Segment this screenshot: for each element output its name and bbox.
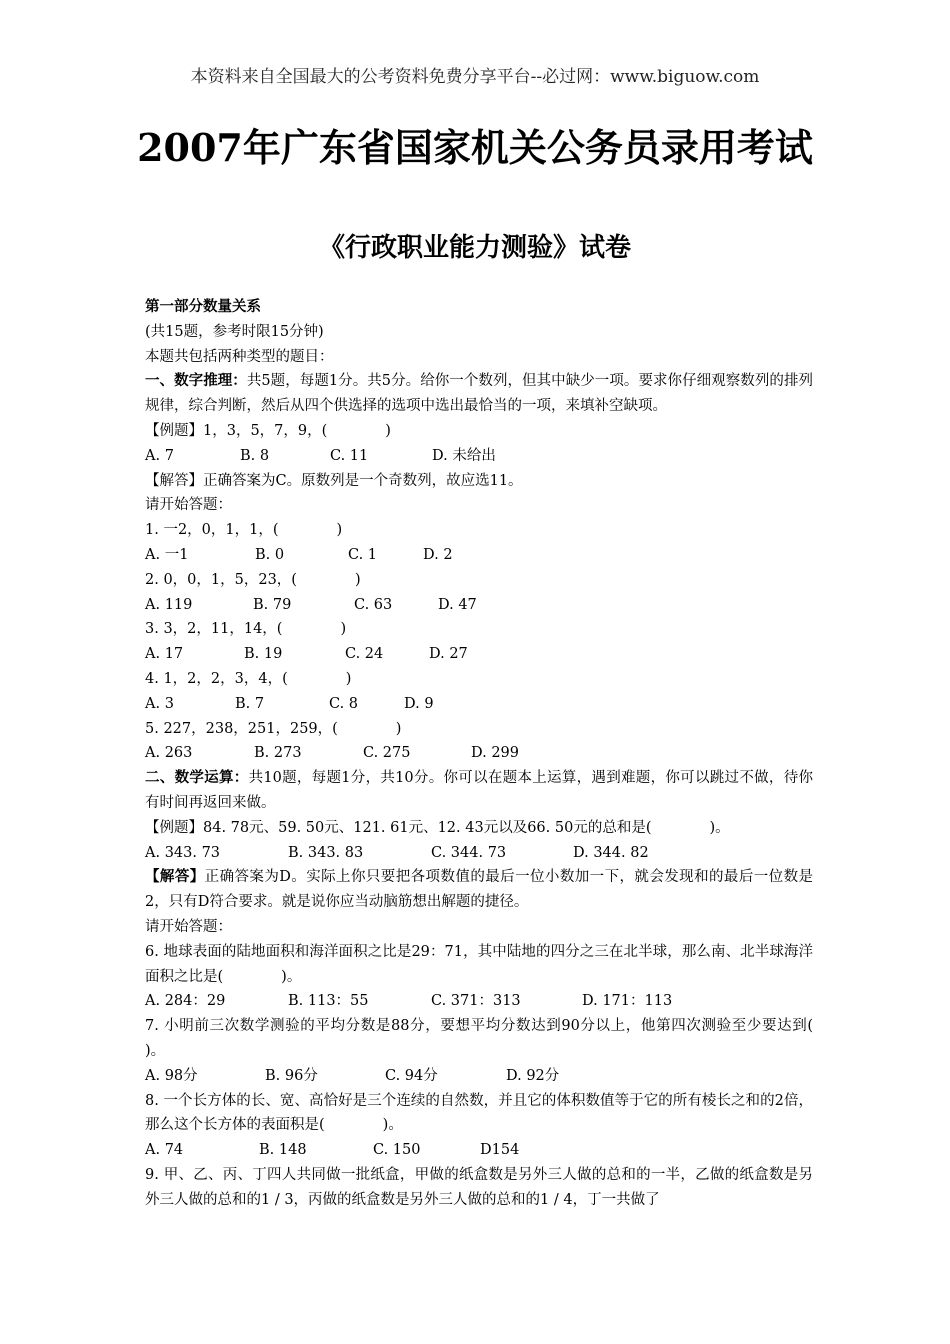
option: A. 284：29	[145, 993, 226, 1010]
option: B. 19	[244, 646, 283, 663]
document-body	[145, 295, 871, 1212]
option: D. 27	[429, 646, 468, 663]
option: B. 8	[240, 447, 270, 464]
option: D. 未给出	[432, 447, 496, 464]
option: B. 79	[253, 596, 292, 613]
example-answer: 【解答】正确答案为C。原数列是一个奇数列，故应选11。	[145, 472, 523, 489]
question-options	[145, 692, 813, 717]
example2-options	[145, 841, 813, 866]
question-options	[145, 642, 813, 667]
question-options	[145, 593, 813, 618]
option: A. 7	[145, 447, 174, 464]
option: C. 371：313	[431, 993, 521, 1010]
option: B. 113：55	[288, 993, 369, 1010]
question: 1. 一2，0，1，1，( )	[145, 522, 343, 539]
option: C. 275	[363, 745, 411, 762]
option: A. 343. 73	[145, 844, 221, 861]
question: 3. 3，2，11，14，( )	[145, 621, 347, 638]
question-options	[145, 741, 813, 766]
option: B. 96分	[265, 1067, 318, 1084]
section-note: (共15题，参考时限15分钟)	[145, 323, 324, 340]
question-6: 6. 地球表面的陆地面积和海洋面积之比是29：71，其中陆地的四分之三在北半球，那么南、北半球海洋面积之比是( )。	[145, 943, 813, 985]
source-banner: 本资料来自全国最大的公考资料免费分享平台--必过网：www.biguow.com	[190, 67, 760, 87]
option: B. 0	[255, 546, 285, 563]
option: D. 299	[471, 745, 520, 762]
option: A. 3	[145, 695, 174, 712]
document-subtitle: 《行政职业能力测验》试卷	[318, 233, 631, 263]
start-prompt-2: 请开始答题：	[145, 918, 232, 935]
option: D. 171：113	[582, 993, 673, 1010]
option: D. 9	[404, 695, 434, 712]
option: C. 8	[329, 695, 359, 712]
example-question: 【例题】1，3，5，7，9，( )	[145, 422, 391, 439]
option: D. 92分	[506, 1067, 560, 1084]
option: A. 98分	[145, 1067, 198, 1084]
option: C. 63	[354, 596, 393, 613]
option: C. 150	[373, 1142, 421, 1159]
part1-description	[145, 369, 813, 419]
option: C. 1	[348, 546, 378, 563]
option: B. 148	[259, 1142, 307, 1159]
option: A. 17	[145, 646, 184, 663]
question: 2. 0，0，1，5，23，( )	[145, 571, 361, 588]
option: A. 263	[145, 745, 193, 762]
question: 5. 227，238，251，259，( )	[145, 720, 402, 737]
option: B. 273	[254, 745, 302, 762]
option: D. 344. 82	[573, 844, 649, 861]
option: D. 47	[438, 596, 477, 613]
example-options	[145, 444, 813, 469]
part2-text: 共10题，每题1分，共10分。你可以在题本上运算，遇到难题，你可以跳过不做，待你有时间再返回来做。	[145, 770, 814, 811]
question-options	[145, 1064, 813, 1089]
section-intro: 本题共包括两种类型的题目：	[145, 348, 334, 365]
option: C. 11	[330, 447, 369, 464]
answer-text: 正确答案为D。实际上你只要把各项数值的最后一位小数加一下，就会发现和的最后一位数是2，只有D符合要求。就是说你应当动脑筋想出解题的捷径。	[145, 869, 813, 911]
question-options	[145, 543, 813, 568]
document-title: 2007年广东省国家机关公务员录用考试	[137, 125, 813, 170]
question-options	[145, 1138, 813, 1163]
part1-text: 共5题，每题1分。共5分。给你一个数列，但其中缺少一项。要求你仔细观察数列的排列规律，综合判断，然后从四个供选择的选项中选出最恰当的一项，来填补空缺项。	[145, 373, 813, 415]
question: 4. 1，2，2，3，4，( )	[145, 670, 352, 687]
option: A. 119	[145, 596, 193, 613]
start-prompt: 请开始答题：	[145, 497, 232, 514]
example2-question: 【例题】84. 78元、59. 50元、121. 61元、12. 43元以及66. 50元的总和是( )。	[145, 819, 730, 836]
option: D. 2	[423, 546, 453, 563]
option: A. 一1	[145, 546, 189, 563]
answer-label: 【解答】	[145, 868, 205, 886]
question-8: 8. 一个长方体的长、宽、高恰好是三个连续的自然数，并且它的体积数值等于它的所有棱长之和的2倍，那么这个长方体的表面积是( )。	[145, 1092, 813, 1134]
part1-label: 一、数字推理：	[145, 372, 247, 390]
option: C. 94分	[385, 1067, 438, 1084]
option: A. 74	[145, 1142, 184, 1159]
option: C. 24	[345, 646, 384, 663]
option: C. 344. 73	[431, 844, 507, 861]
section-heading: 第一部分数量关系	[145, 298, 261, 315]
option: B. 7	[235, 695, 265, 712]
option: D154	[480, 1142, 520, 1159]
part2-description	[145, 766, 813, 816]
part2-label: 二、数学运算：	[145, 769, 249, 787]
option: B. 343. 83	[288, 844, 364, 861]
question-9: 9. 甲、乙、丙、丁四人共同做一批纸盒，甲做的纸盒数是另外三人做的总和的一半，乙做的纸盒数是另外三人做的总和的1 / 3，丙做的纸盒数是另外三人做的总和的1 / 4，丁一共做了	[145, 1166, 813, 1208]
question-options	[145, 989, 813, 1014]
question-7: 7. 小明前三次数学测验的平均分数是88分，要想平均分数达到90分以上，他第四次测验至少要达到( )。	[145, 1018, 871, 1059]
example2-answer	[145, 865, 813, 915]
